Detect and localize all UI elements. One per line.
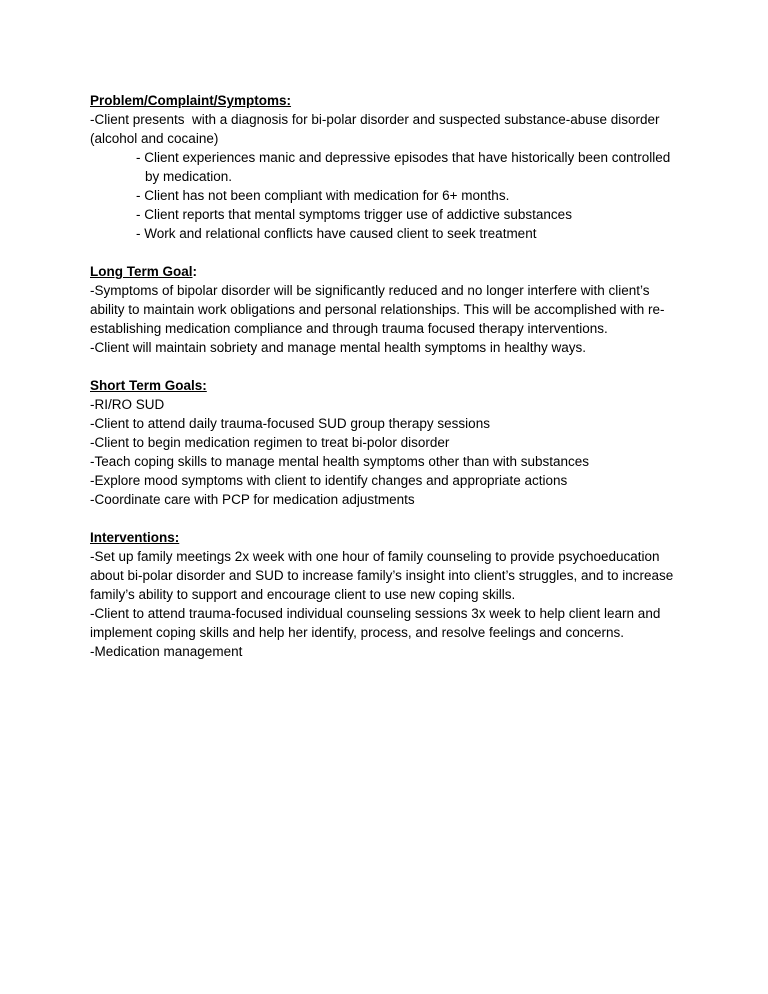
heading-text: Problem/Complaint/Symptoms: xyxy=(90,93,292,108)
heading-text: Short Term Goals: xyxy=(90,378,207,393)
heading-suffix: : xyxy=(192,264,198,279)
section-long-term-goal xyxy=(90,262,678,357)
paragraph: -RI/RO SUD xyxy=(90,397,165,412)
paragraph: -Set up family meetings 2x week with one hour of family counseling to provide psychoeducation about bi-polar disorder and SUD to increase family’s insight into client’s struggles, and to increase family’s ability to support and encourage client to use new coping skills. xyxy=(90,549,678,602)
paragraph: -Symptoms of bipolar disorder will be significantly reduced and no longer interfere with client’s ability to maintain work obligations and personal relationships. This will be accomplished with re-establishing medication compliance and through trauma focused therapy interventions. xyxy=(90,283,665,336)
section-interventions xyxy=(90,528,678,661)
paragraph: -Client to attend daily trauma-focused SUD group therapy sessions xyxy=(90,416,490,431)
section-problem-complaint-symptoms xyxy=(90,91,678,243)
paragraph: -Teach coping skills to manage mental health symptoms other than with substances xyxy=(90,454,590,469)
section-heading xyxy=(90,262,678,281)
paragraph: -Medication management xyxy=(90,644,243,659)
paragraph: -Coordinate care with PCP for medication adjustments xyxy=(90,492,415,507)
section-heading xyxy=(90,91,678,110)
section-short-term-goals xyxy=(90,376,678,509)
heading-text: Interventions: xyxy=(90,530,180,545)
bullet-line: - Work and relational conflicts have caused client to seek treatment xyxy=(136,226,537,241)
paragraph: -Explore mood symptoms with client to identify changes and appropriate actions xyxy=(90,473,568,488)
heading-text: Long Term Goal xyxy=(90,264,193,279)
paragraph: -Client to begin medication regimen to treat bi-polor disorder xyxy=(90,435,450,450)
paragraph: -Client to attend trauma-focused individual counseling sessions 3x week to help client learn and implement coping skills and help her identify, process, and resolve feelings and concerns. xyxy=(90,606,665,640)
bullet-line: - Client reports that mental symptoms trigger use of addictive substances xyxy=(136,207,572,222)
bullet-line: - Client has not been compliant with medication for 6+ months. xyxy=(136,188,510,203)
bullet-line: - Client experiences manic and depressive episodes that have historically been controlled by medication. xyxy=(136,150,675,184)
paragraph: -Client presents with a diagnosis for bi-polar disorder and suspected substance-abuse disorder (alcohol and cocaine) xyxy=(90,112,664,146)
paragraph: -Client will maintain sobriety and manage mental health symptoms in healthy ways. xyxy=(90,340,586,355)
section-heading xyxy=(90,528,678,547)
section-heading xyxy=(90,376,678,395)
